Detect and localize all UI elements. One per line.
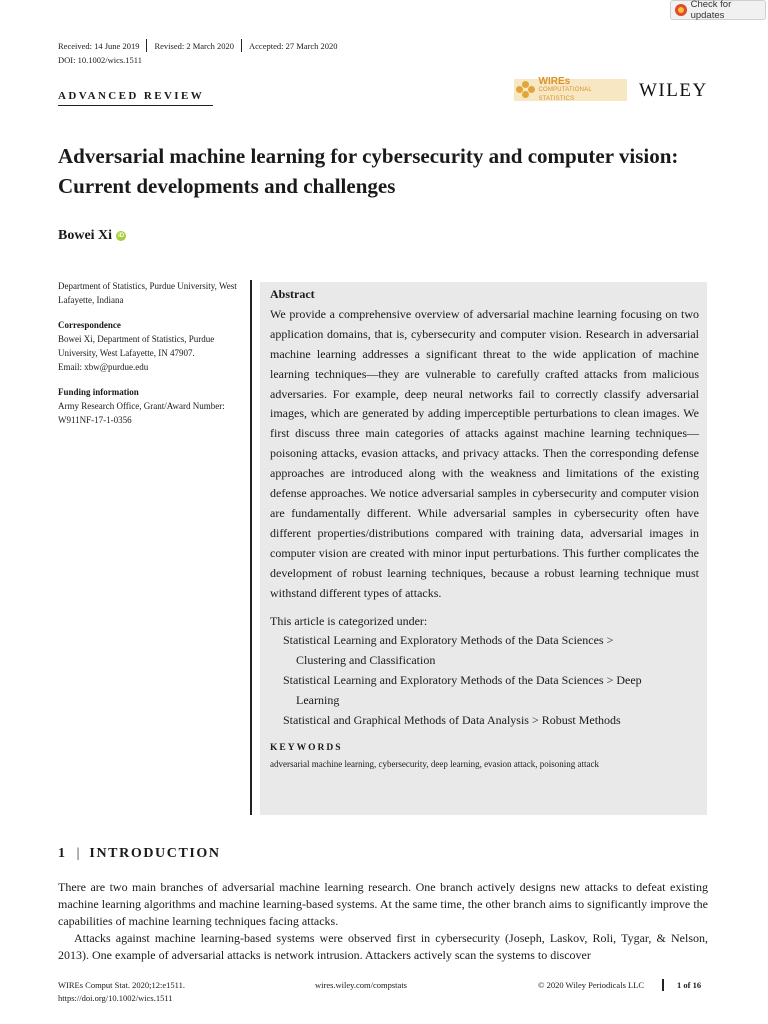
divider <box>146 39 147 52</box>
footer-copyright: © 2020 Wiley Periodicals LLC <box>538 980 645 990</box>
author-line <box>58 228 126 244</box>
affiliation: Department of Statistics, Purdue University, West Lafayette, Indiana <box>58 281 237 305</box>
crossmark-icon <box>675 4 687 16</box>
doi[interactable]: DOI: 10.1002/wics.1511 <box>58 55 142 65</box>
author-name[interactable]: Bowei Xi <box>58 228 113 243</box>
abstract-heading: Abstract <box>270 287 315 301</box>
correspondence-heading: Correspondence <box>58 320 121 330</box>
category-item[interactable]: Statistical Learning and Exploratory Methods of the Data Sciences > Clustering and Classification <box>283 633 614 668</box>
footer-doi-link[interactable]: https://doi.org/10.1002/wics.1511 <box>58 993 173 1003</box>
journal-logo-name: WIREs <box>538 75 571 87</box>
article-dates <box>58 39 338 52</box>
section-body <box>58 879 708 964</box>
paragraph: There are two main branches of adversarial machine learning research. One branch actively designs new attacks to defeat existing machine learning algorithms and machine learning-based systems. At the same time, the other branch aims to significantly improve the capabilities of machine learning techniques facing attacks. <box>58 880 708 928</box>
journal-logo-icon <box>516 80 536 100</box>
keywords-heading: KEYWORDS <box>270 742 343 753</box>
abstract-body: We provide a comprehensive overview of adversarial machine learning focusing on two application domains, that is, cybersecurity and computer vision. Research in adversarial machine learning addresses a significant threat to the wide application of machine learning techniques—they are vulnerable to carefully crafted attacks from malicious adversaries. For example, deep neural networks fail to correctly classify adversarial images, which are generated by adding imperceptible perturbations to clean images. We first discuss three main categories of attacks against machine learning techniques—poisoning attacks, evasion attacks, and privacy attacks. Then the corresponding defense approaches are introduced along with the weakness and limitations of the existing defense approaches. We notice adversarial samples in cybersecurity and computer vision are fundamentally different. While adversarial samples in cybersecurity often have different properties/distributions compared with training data, adversarial images in computer vision are created with minor input perturbations. This further complicates the development of robust learning techniques, because a robust learning technique must withstand different types of attacks. <box>270 306 699 600</box>
footer-site-link[interactable]: wires.wiley.com/compstats <box>315 980 407 990</box>
article-type-rule <box>58 105 213 106</box>
paragraph: Attacks against machine learning-based systems were observed first in cybersecurity (Joseph, Laskov, Roli, Tygar, & Nelson, 2013). One example of adversarial attacks is network intrusion. Attackers actively scan the systems to discover <box>58 931 708 962</box>
funding-text: Army Research Office, Grant/Award Number: W911NF-17-1-0356 <box>58 401 225 425</box>
article-sidebar <box>58 279 238 427</box>
accepted-date: Accepted: 27 March 2020 <box>249 40 338 51</box>
funding-heading: Funding information <box>58 387 139 397</box>
page-number: 1 of 16 <box>677 980 702 990</box>
email[interactable]: Email: xbw@purdue.edu <box>58 362 149 372</box>
abstract-box <box>260 282 707 815</box>
article-type: ADVANCED REVIEW <box>58 90 205 102</box>
journal-logo-subtitle: COMPUTATIONAL STATISTICS <box>538 86 592 102</box>
section-number: 1 <box>58 846 67 861</box>
footer-divider <box>662 979 664 991</box>
check-for-updates-button[interactable] <box>670 0 766 20</box>
revised-date: Revised: 2 March 2020 <box>154 40 235 51</box>
journal-logo[interactable] <box>514 75 627 102</box>
sidebar-divider <box>250 280 252 815</box>
check-for-updates-label: Check for updates <box>690 0 732 21</box>
orcid-icon[interactable]: iD <box>118 233 125 239</box>
category-item[interactable]: Statistical and Graphical Methods of Data Analysis > Robust Methods <box>283 713 621 728</box>
section-title: INTRODUCTION <box>89 846 221 861</box>
footer-citation: WIREs Comput Stat. 2020;12:e1511. <box>58 980 185 990</box>
publisher-logo[interactable]: WILEY <box>639 80 708 101</box>
received-date: Received: 14 June 2019 <box>58 40 140 51</box>
category-item[interactable]: Statistical Learning and Exploratory Methods of the Data Sciences > Deep Learning <box>283 673 642 708</box>
categories-intro: This article is categorized under: <box>270 613 428 628</box>
article-title: Adversarial machine learning for cybersecurity and computer vision: Current developments and challenges <box>58 144 679 198</box>
section-separator: | <box>76 846 80 861</box>
divider <box>241 39 242 52</box>
section-heading <box>58 846 221 862</box>
keywords: adversarial machine learning, cybersecurity, deep learning, evasion attack, poisoning attack <box>270 758 600 769</box>
correspondence-text: Bowei Xi, Department of Statistics, Purdue University, West Lafayette, IN 47907. <box>58 334 215 358</box>
footer-citation-block <box>58 979 185 1005</box>
